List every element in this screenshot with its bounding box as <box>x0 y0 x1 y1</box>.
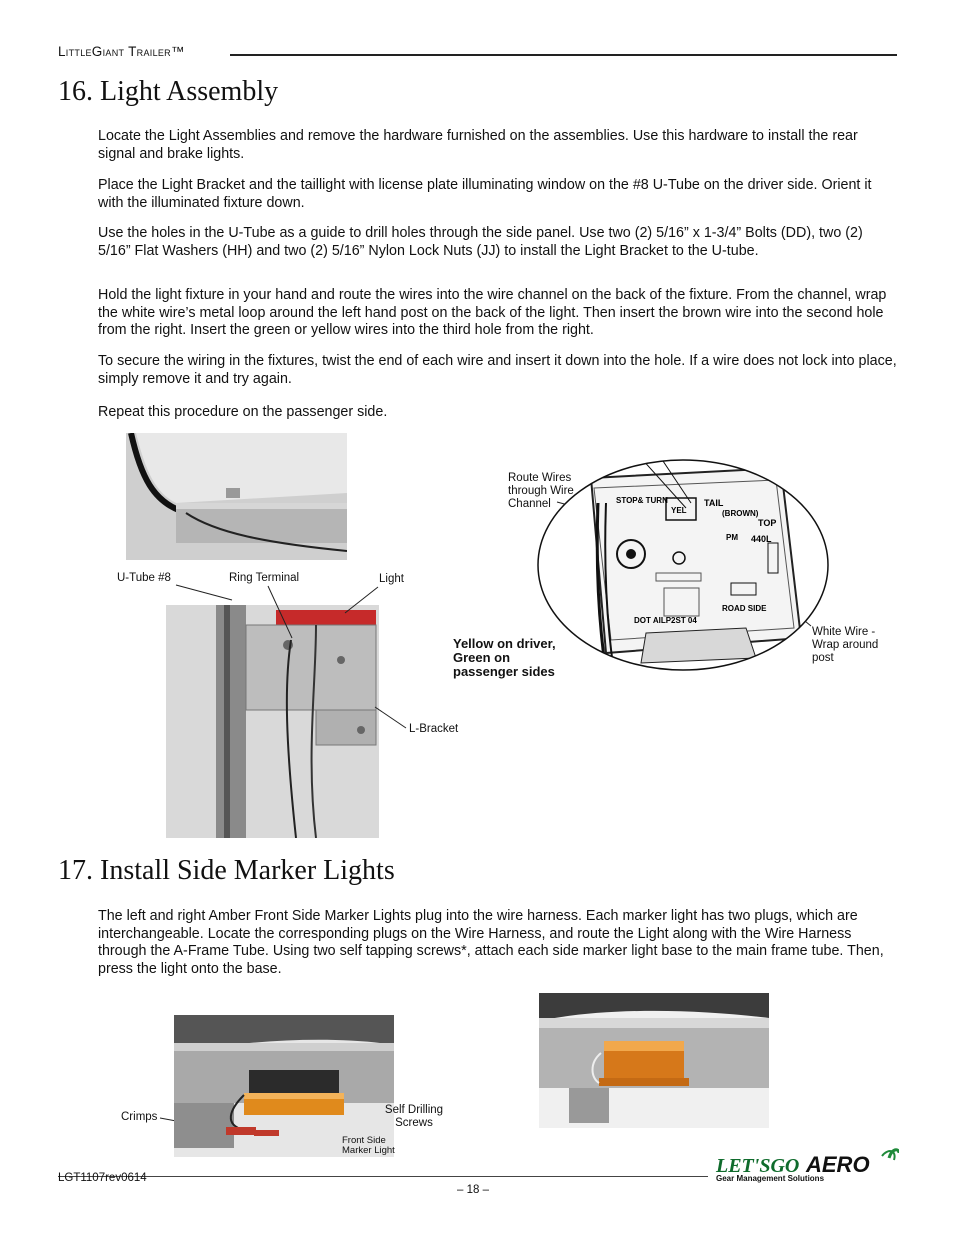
section-17-paragraph: The left and right Amber Front Side Marker Lights plug into the wire harness. Each marker light has two plugs, which are interchangeable. Locate the corresponding plugs on the Wire Harness, and route the Light along with the Wire Harness through the A-Frame Tube. Using two self tapping screws*, attach each side marker light base to the main frame tube. Then, press the light onto the base. <box>98 908 884 977</box>
brand-logo <box>714 1148 899 1188</box>
svg-text:AERO: AERO <box>806 1152 870 1177</box>
paragraph-3: Use the holes in the U-Tube as a guide to drill holes through the side panel. Use two (2) 5/16” x 1-3/4” Bolts (DD), two (2) 5/16” Flat Washers (HH) and two (2) 5/16” Nylon Lock Nuts (JJ) to install the Light Bracket to the U-tube. <box>98 225 863 259</box>
label-yellow-green: Yellow on driver, Green on passenger sides <box>453 636 556 679</box>
label-ring-terminal: Ring Terminal <box>229 572 300 584</box>
fixture-tail: TAIL <box>704 498 724 508</box>
section-17-title: 17. Install Side Marker Lights <box>58 855 395 886</box>
fixture-road-side: ROAD SIDE <box>722 604 767 613</box>
fixture-440: 440L <box>751 534 772 544</box>
fixture-brown: (BROWN) <box>722 509 759 518</box>
paragraph-5: To secure the wiring in the fixtures, twist the end of each wire and insert it down into the hole. If a wire does not lock into place, simply remove it and try again. <box>98 353 897 387</box>
photo-marker-installed <box>539 993 769 1128</box>
fixture-pm: PM <box>726 533 738 542</box>
svg-text:LET'SGO: LET'SGO <box>716 1155 800 1177</box>
fixture-dot: DOT AILP2ST 04 <box>634 616 697 625</box>
label-white-wire: White Wire - Wrap around post <box>812 626 879 664</box>
label-light: Light <box>379 573 404 585</box>
section-16-title: 16. Light Assembly <box>58 76 279 107</box>
fixture-top: TOP <box>758 518 777 528</box>
label-lbracket: L-Bracket <box>409 723 459 735</box>
label-crimps: Crimps <box>121 1111 158 1123</box>
paragraph-1: Locate the Light Assemblies and remove the hardware furnished on the assemblies. Use this hardware to install the rear signal and brake lights. <box>98 128 858 162</box>
paragraph-6: Repeat this procedure on the passenger side. <box>98 404 388 420</box>
paragraph-2: Place the Light Bracket and the taillight with license plate illuminating window on the #8 U-Tube on the driver side. Orient it with the illuminated fixture down. <box>98 177 872 211</box>
paragraph-4: Hold the light fixture in your hand and route the wires into the wire channel on the back of the fixture. From the channel, wrap the white wire’s metal loop around the left hand post on the back of the light. Then insert the brown wire into the second hole from the right. Insert the green or yellow wires into the third hole from the right. <box>98 287 887 338</box>
fixture-stop-turn: STOP& TURN <box>616 496 668 505</box>
fixture-yel: YEL <box>671 506 687 515</box>
footer-doc-id: LGT1107rev0614 <box>58 1172 147 1184</box>
footer-page-number: – 18 – <box>457 1184 489 1196</box>
label-self-drilling: Self Drilling Screws <box>384 1104 444 1129</box>
header-title: LittleGiant Trailer™ <box>58 44 185 59</box>
label-route-wires: Route Wires through Wire Channel <box>508 472 574 510</box>
brand-tagline: Gear Management Solutions <box>716 1174 825 1183</box>
label-front-side: Front Side Marker Light <box>342 1135 395 1156</box>
label-utube: U-Tube #8 <box>117 572 171 584</box>
footer-rule <box>58 1176 708 1177</box>
